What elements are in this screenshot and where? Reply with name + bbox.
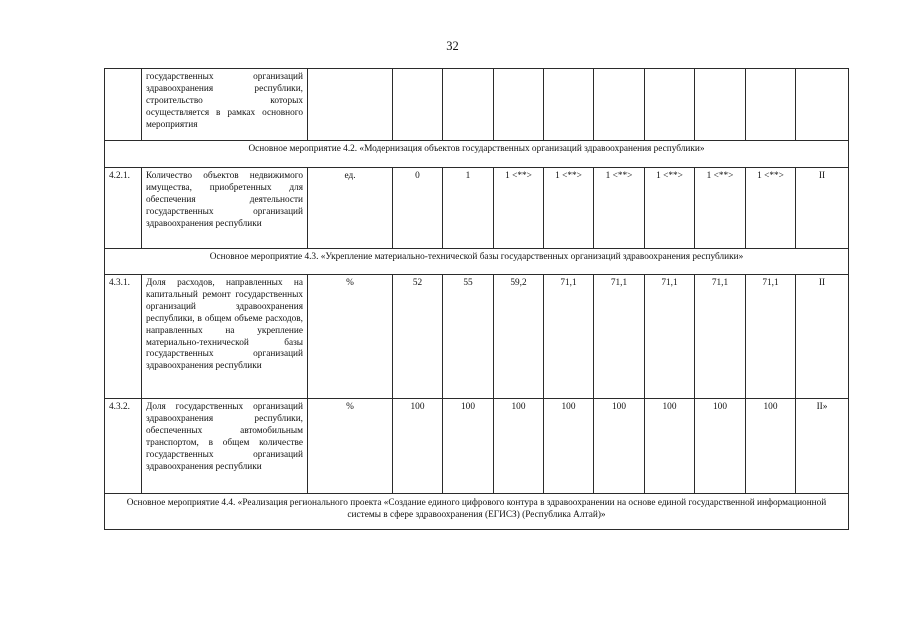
cell-num: 4.3.2. — [105, 399, 142, 494]
cell-type: II — [796, 275, 849, 399]
cell-value: 1 <**> — [746, 168, 796, 249]
cell-value — [494, 69, 544, 141]
cell-value — [695, 69, 746, 141]
cell-type — [796, 69, 849, 141]
cell-value: 1 <**> — [494, 168, 544, 249]
cell-value: 71,1 — [594, 275, 645, 399]
cell-unit — [308, 69, 393, 141]
table-row-4-3-1 — [105, 275, 849, 399]
cell-value: 71,1 — [746, 275, 796, 399]
cell-value: 55 — [443, 275, 494, 399]
section-heading: Основное мероприятие 4.2. «Модернизация объектов государственных организаций здравоохранения республики» — [105, 141, 849, 168]
cell-value — [393, 69, 443, 141]
table-row-continuation — [105, 69, 849, 141]
cell-value: 59,2 — [494, 275, 544, 399]
cell-value — [443, 69, 494, 141]
cell-value: 100 — [594, 399, 645, 494]
cell-type: II — [796, 168, 849, 249]
cell-value: 71,1 — [695, 275, 746, 399]
cell-unit: % — [308, 399, 393, 494]
cell-value: 100 — [645, 399, 695, 494]
section-heading: Основное мероприятие 4.4. «Реализация регионального проекта «Создание единого цифрового контура в здравоохранении на основе единой государственной информационной системы в сфере здравоохранения (ЕГИСЗ) (Республика Алтай)» — [105, 494, 849, 530]
cell-value: 100 — [494, 399, 544, 494]
cell-value: 100 — [746, 399, 796, 494]
cell-num: 4.2.1. — [105, 168, 142, 249]
section-row-4-3 — [105, 249, 849, 275]
cell-value: 100 — [393, 399, 443, 494]
cell-value: 1 — [443, 168, 494, 249]
cell-value — [594, 69, 645, 141]
cell-type: II» — [796, 399, 849, 494]
cell-value: 100 — [695, 399, 746, 494]
cell-value: 1 <**> — [544, 168, 594, 249]
section-row-4-2 — [105, 141, 849, 168]
cell-num — [105, 69, 142, 141]
cell-value: 0 — [393, 168, 443, 249]
cell-value: 100 — [443, 399, 494, 494]
cell-value: 1 <**> — [695, 168, 746, 249]
cell-value: 1 <**> — [645, 168, 695, 249]
cell-value: 100 — [544, 399, 594, 494]
cell-value — [746, 69, 796, 141]
cell-description: Количество объектов недвижимого имущества, приобретенных для обеспечения деятельности государственных организаций здравоохранения республики — [142, 168, 308, 249]
page-number: 32 — [446, 39, 459, 53]
cell-description: Доля расходов, направленных на капитальный ремонт государственных организаций здравоохранения республики, в общем объеме расходов, направленных на укрепление материально-технической базы государственных организаций здравоохранения республики — [142, 275, 308, 399]
section-row-4-4 — [105, 494, 849, 530]
cell-value — [645, 69, 695, 141]
cell-description: Доля государственных организаций здравоохранения республики, обеспеченных автомобильным транспортом, в общем количестве государственных организаций здравоохранения республики — [142, 399, 308, 494]
cell-value: 71,1 — [544, 275, 594, 399]
indicators-table — [104, 68, 849, 530]
cell-value: 71,1 — [645, 275, 695, 399]
table-row-4-3-2 — [105, 399, 849, 494]
cell-value: 1 <**> — [594, 168, 645, 249]
cell-unit: % — [308, 275, 393, 399]
cell-num: 4.3.1. — [105, 275, 142, 399]
cell-description: государственных организаций здравоохранения республики, строительство которых осуществляется в рамках основного мероприятия — [142, 69, 308, 141]
table-row-4-2-1 — [105, 168, 849, 249]
cell-value — [544, 69, 594, 141]
cell-value: 52 — [393, 275, 443, 399]
cell-unit: ед. — [308, 168, 393, 249]
section-heading: Основное мероприятие 4.3. «Укрепление материально-технической базы государственных организаций здравоохранения республики» — [105, 249, 849, 275]
